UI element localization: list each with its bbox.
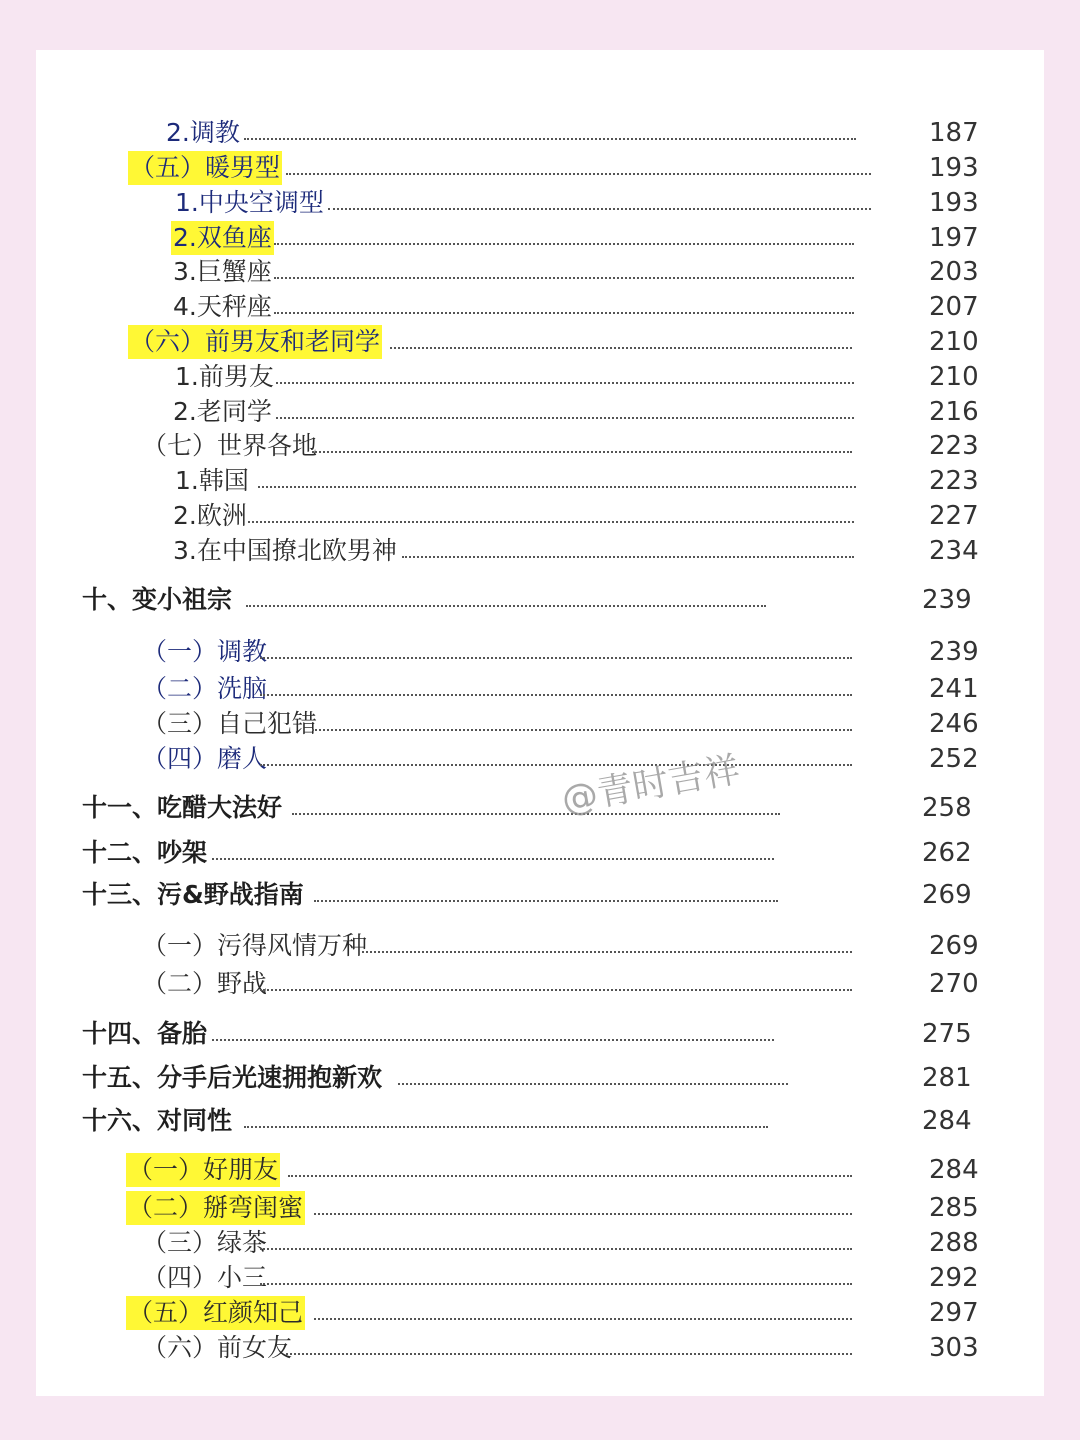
toc-entry-page: 285	[929, 1193, 979, 1223]
dot-leader	[244, 1126, 768, 1128]
dot-leader	[276, 417, 854, 419]
toc-entry-label: 2.欧洲	[173, 501, 247, 530]
toc-entry-label: 十六、对同性	[82, 1106, 233, 1135]
toc-entry-page: 239	[922, 585, 972, 615]
dot-leader	[314, 900, 778, 902]
toc-entry-page: 203	[929, 257, 979, 287]
dot-leader	[258, 486, 856, 488]
toc-entry-label: 1.中央空调型	[175, 188, 324, 217]
toc-entry-label: 3.在中国撩北欧男神	[173, 536, 397, 565]
toc-entry-label: 十、变小祖宗	[82, 585, 233, 614]
toc-entry-label: 1.前男友	[175, 362, 274, 391]
dot-leader	[398, 1083, 788, 1085]
toc-entry-label: 十一、吃醋大法好	[82, 793, 283, 822]
toc-entry-page: 216	[929, 397, 979, 427]
toc-entry-page: 292	[929, 1263, 979, 1293]
toc-entry-page: 239	[929, 637, 979, 667]
toc-entry-page: 227	[929, 501, 979, 531]
toc-entry-page: 234	[929, 536, 979, 566]
toc-entry-page: 275	[922, 1019, 972, 1049]
dot-leader	[274, 243, 854, 245]
toc-entry-label: （一）调教	[142, 637, 268, 666]
toc-entry-page: 262	[922, 838, 972, 868]
dot-leader	[362, 951, 852, 953]
toc-entry-label: （一）污得风情万种	[142, 931, 368, 960]
dot-leader	[276, 382, 854, 384]
toc-entry-page: 246	[929, 709, 979, 739]
toc-entry-label: 十五、分手后光速拥抱新欢	[82, 1063, 383, 1092]
toc-entry-page: 252	[929, 744, 979, 774]
toc-entry-page: 297	[929, 1298, 979, 1328]
dot-leader	[312, 729, 852, 731]
dot-leader	[260, 694, 852, 696]
toc-entry-page: 288	[929, 1228, 979, 1258]
toc-entry-page: 258	[922, 793, 972, 823]
toc-entry-page: 210	[929, 327, 979, 357]
dot-leader	[312, 451, 852, 453]
toc-entry-label: 2.双鱼座	[171, 221, 274, 255]
toc-entry-label: 3.巨蟹座	[173, 257, 272, 286]
dot-leader	[274, 277, 854, 279]
dot-leader	[248, 521, 854, 523]
dot-leader	[260, 1283, 852, 1285]
dot-leader	[286, 1353, 852, 1355]
toc-entry-page: 207	[929, 292, 979, 322]
toc-entry-label: （七）世界各地	[142, 431, 318, 460]
toc-entry-label: （四）磨人	[142, 744, 268, 773]
toc-entry-label: （三）自己犯错	[142, 709, 318, 738]
toc-entry-label: （五）暖男型	[128, 151, 282, 185]
dot-leader	[260, 764, 852, 766]
toc-entry-page: 193	[929, 153, 979, 183]
toc-entry-page: 281	[922, 1063, 972, 1093]
toc-entry-label: （六）前男友和老同学	[128, 325, 382, 359]
dot-leader	[390, 347, 852, 349]
toc-entry-label: （二）野战	[142, 969, 268, 998]
dot-leader	[286, 173, 871, 175]
dot-leader	[288, 1175, 852, 1177]
toc-entry-label: 十四、备胎	[82, 1019, 208, 1048]
dot-leader	[274, 312, 854, 314]
toc-entry-label: （六）前女友	[142, 1333, 293, 1362]
toc-entry-label: 十二、吵架	[82, 838, 208, 867]
dot-leader	[402, 556, 854, 558]
toc-entry-label: （三）绿茶	[142, 1228, 268, 1257]
watermark: @青时吉祥	[558, 749, 743, 822]
dot-leader	[292, 813, 780, 815]
toc-entry-page: 269	[922, 880, 972, 910]
toc-entry-label: （一）好朋友	[126, 1153, 280, 1187]
dot-leader	[314, 1318, 852, 1320]
toc-entry-label: （四）小三	[142, 1263, 268, 1292]
dot-leader	[260, 989, 852, 991]
toc-entry-page: 223	[929, 466, 979, 496]
toc-entry-label: （五）红颜知己	[126, 1296, 305, 1330]
toc-entry-label: 十三、污&野战指南	[82, 880, 304, 909]
toc-entry-label: 2.老同学	[173, 397, 272, 426]
toc-entry-label: （二）掰弯闺蜜	[126, 1191, 305, 1225]
dot-leader	[244, 138, 856, 140]
toc-entry-page: 187	[929, 118, 979, 148]
dot-leader	[260, 1248, 852, 1250]
toc-entry-page: 223	[929, 431, 979, 461]
dot-leader	[260, 657, 852, 659]
toc-entry-label: 2.调教	[166, 118, 240, 147]
toc-entry-page: 270	[929, 969, 979, 999]
toc-entry-page: 193	[929, 188, 979, 218]
toc-entry-page: 269	[929, 931, 979, 961]
toc-entry-label: 4.天秤座	[173, 292, 272, 321]
dot-leader	[212, 858, 774, 860]
dot-leader	[246, 605, 766, 607]
toc-entry-page: 241	[929, 674, 979, 704]
dot-leader	[328, 208, 871, 210]
toc-entry-page: 197	[929, 223, 979, 253]
toc-entry-label: 1.韩国	[175, 466, 249, 495]
toc-entry-page: 284	[929, 1155, 979, 1185]
toc-entry-page: 284	[922, 1106, 972, 1136]
dot-leader	[314, 1213, 852, 1215]
toc-entry-page: 303	[929, 1333, 979, 1363]
dot-leader	[212, 1039, 774, 1041]
toc-entry-page: 210	[929, 362, 979, 392]
toc-page	[36, 50, 1044, 1396]
toc-entry-label: （二）洗脑	[142, 674, 268, 703]
